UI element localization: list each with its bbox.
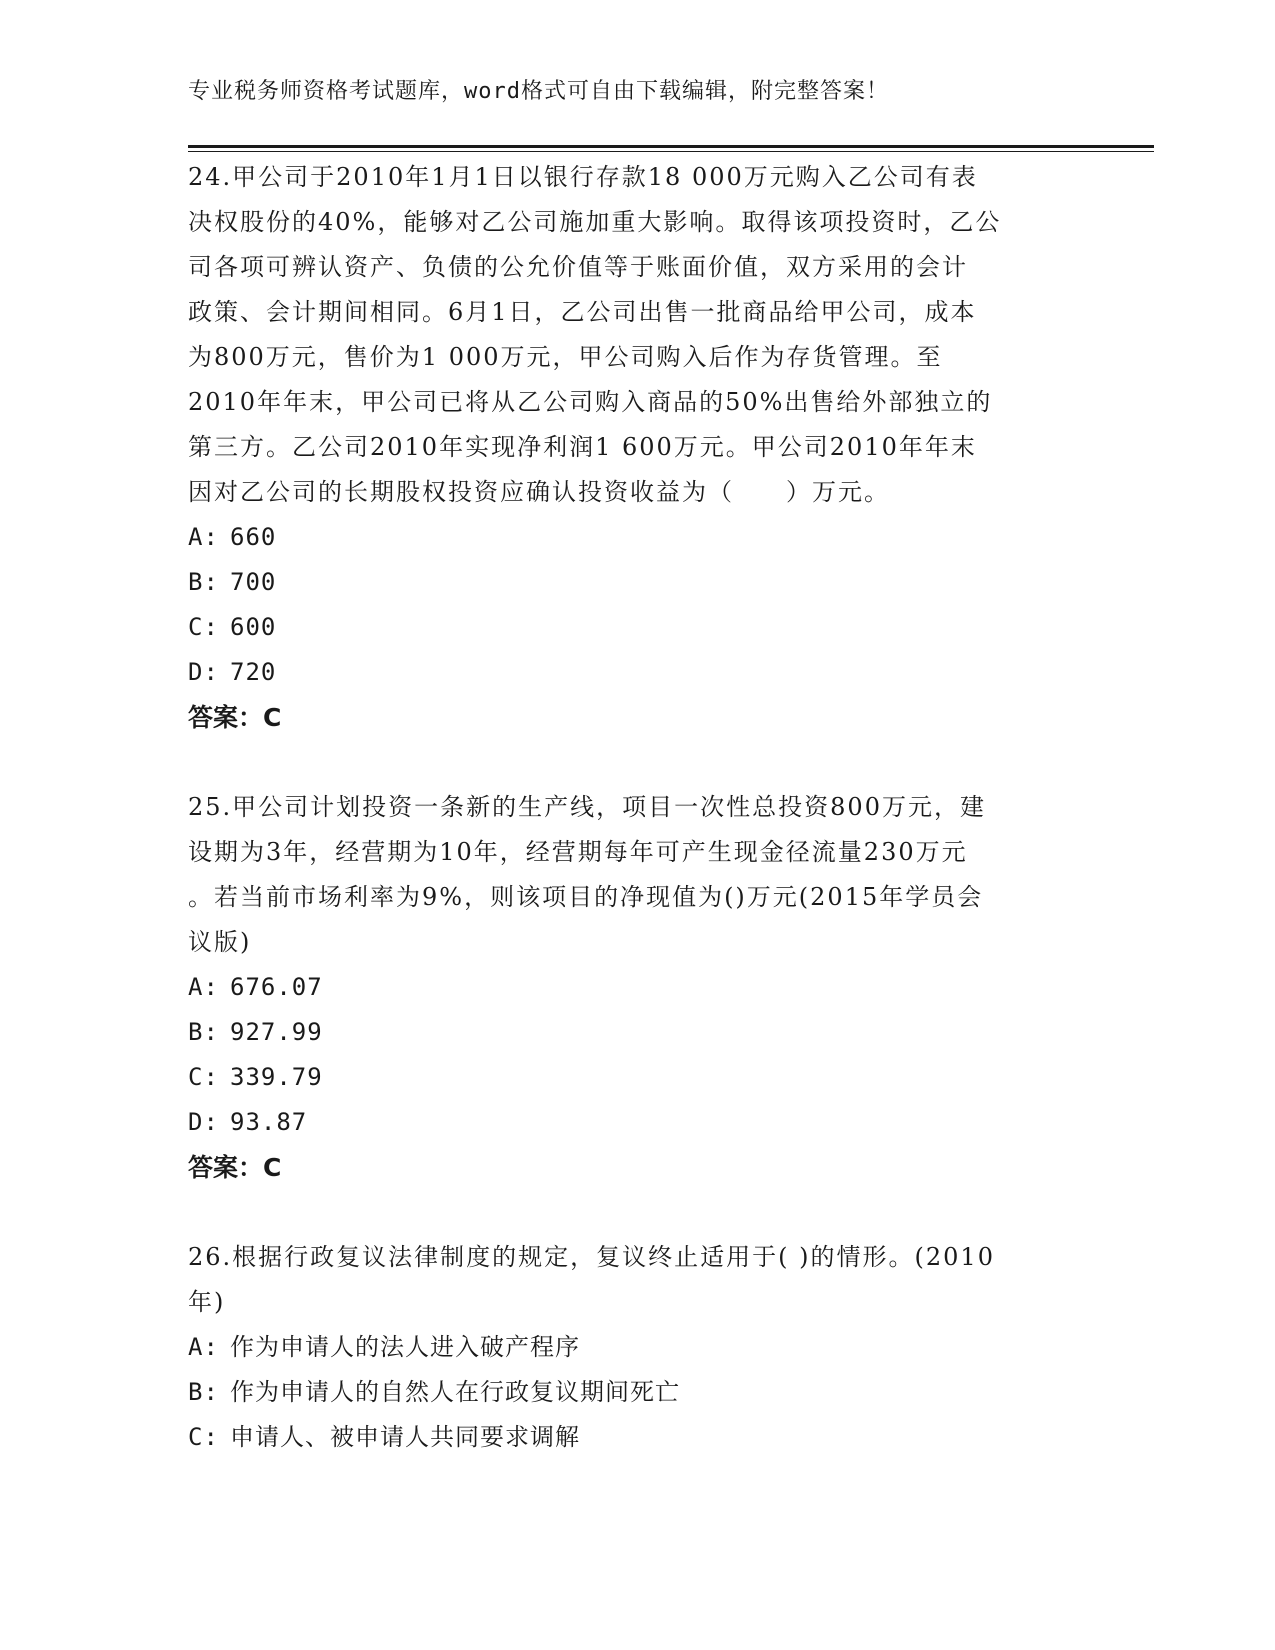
question-spacer (188, 740, 1088, 785)
option-key: A: (188, 523, 219, 551)
question-text: 24.甲公司于2010年1月1日以银行存款18 000万元购入乙公司有表 (188, 163, 978, 191)
question-text: 因对乙公司的长期股权投资应确认投资收益为（ ）万元。 (188, 478, 890, 506)
option-value: 93.87 (230, 1108, 308, 1136)
option-key: D: (188, 1108, 219, 1136)
question-text: 年) (188, 1288, 226, 1316)
option-value: 700 (230, 568, 277, 596)
option-key: C: (188, 1423, 219, 1451)
option-key: D: (188, 658, 219, 686)
option-c (188, 1055, 1088, 1100)
question-text: 设期为3年，经营期为10年，经营期每年可产生现金径流量230万元 (188, 838, 968, 866)
option-value: 作为申请人的自然人在行政复议期间死亡 (230, 1378, 680, 1406)
option-value: 927.99 (230, 1018, 323, 1046)
option-c (188, 1415, 1088, 1460)
option-key: B: (188, 1018, 219, 1046)
question-25 (188, 785, 1088, 1190)
question-text: 司各项可辨认资产、负债的公允价值等于账面价值，双方采用的会计 (188, 253, 968, 281)
option-key: A: (188, 1333, 219, 1361)
question-text: 第三方。乙公司2010年实现净利润1 600万元。甲公司2010年年末 (188, 433, 977, 461)
question-list (188, 155, 1088, 1460)
question-text: 。若当前市场利率为9%，则该项目的净现值为()万元(2015年学员会 (188, 883, 984, 911)
option-value: 660 (230, 523, 277, 551)
option-a (188, 515, 1088, 560)
question-26 (188, 1235, 1088, 1460)
question-text: 2010年年末，甲公司已将从乙公司购入商品的50%出售给外部独立的 (188, 388, 993, 416)
option-key: C: (188, 613, 219, 641)
header-rule-thin (188, 151, 1154, 152)
option-b (188, 1010, 1088, 1055)
option-key: C: (188, 1063, 219, 1091)
question-text: 议版) (188, 928, 252, 956)
option-d (188, 1100, 1088, 1145)
question-24 (188, 155, 1088, 740)
question-text: 政策、会计期间相同。6月1日，乙公司出售一批商品给甲公司，成本 (188, 298, 977, 326)
option-b (188, 1370, 1088, 1415)
option-b (188, 560, 1088, 605)
option-a (188, 965, 1088, 1010)
option-key: B: (188, 568, 219, 596)
option-value: 676.07 (230, 973, 323, 1001)
question-spacer (188, 1190, 1088, 1235)
question-text: 为800万元，售价为1 000万元，甲公司购入后作为存货管理。至 (188, 343, 943, 371)
option-d (188, 650, 1088, 695)
option-value: 申请人、被申请人共同要求调解 (230, 1423, 580, 1451)
page-header: 专业税务师资格考试题库，word格式可自由下载编辑，附完整答案！ (188, 79, 889, 104)
option-value: 600 (230, 613, 277, 641)
option-c (188, 605, 1088, 650)
option-value: 作为申请人的法人进入破产程序 (230, 1333, 580, 1361)
header-rule-thick (188, 145, 1154, 148)
answer-label: 答案：C (188, 1153, 282, 1182)
option-key: B: (188, 1378, 219, 1406)
option-value: 339.79 (230, 1063, 323, 1091)
question-text: 决权股份的40%，能够对乙公司施加重大影响。取得该项投资时，乙公 (188, 208, 1002, 236)
question-text: 26.根据行政复议法律制度的规定，复议终止适用于( )的情形。(2010 (188, 1243, 995, 1271)
option-value: 720 (230, 658, 277, 686)
answer-label: 答案：C (188, 703, 282, 732)
option-a (188, 1325, 1088, 1370)
question-text: 25.甲公司计划投资一条新的生产线，项目一次性总投资800万元，建 (188, 793, 986, 821)
option-key: A: (188, 973, 219, 1001)
